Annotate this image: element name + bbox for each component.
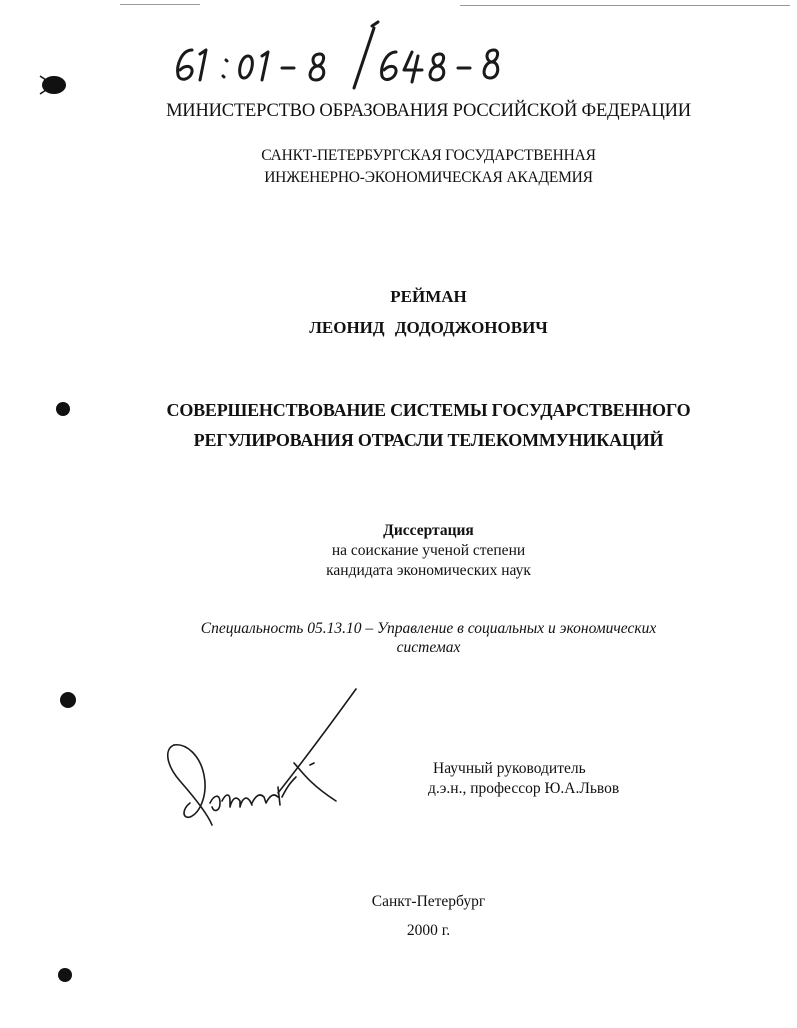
advisor-role: Научный руководитель: [433, 760, 586, 777]
author-surname: РЕЙМАН: [390, 287, 467, 306]
scan-line-top-left: [120, 4, 200, 5]
academy-line-1: САНКТ-ПЕТЕРБУРГСКАЯ ГОСУДАРСТВЕННАЯ: [261, 147, 596, 164]
academy-line-2: ИНЖЕНЕРНО-ЭКОНОМИЧЕСКАЯ АКАДЕМИЯ: [264, 169, 593, 186]
year: 2000 г.: [406, 922, 451, 939]
thesis-title-line-2: РЕГУЛИРОВАНИЯ ОТРАСЛИ ТЕЛЕКОММУНИКАЦИЙ: [193, 430, 664, 450]
handwritten-archive-code: [160, 20, 520, 90]
punch-hole-mark-3: [58, 968, 72, 982]
document-type: Диссертация: [383, 522, 474, 539]
ink-blot: [36, 70, 72, 100]
advisor-name: д.э.н., профессор Ю.А.Львов: [428, 780, 620, 797]
ministry-heading: МИНИСТЕРСТВО ОБРАЗОВАНИЯ РОССИЙСКОЙ ФЕДЕРАЦИИ: [166, 101, 691, 121]
degree-line-3: кандидата экономических наук: [326, 562, 531, 579]
specialty-line-2: системах: [396, 639, 461, 656]
author-signature: [160, 685, 370, 830]
thesis-title-line-1: СОВЕРШЕНСТВОВАНИЕ СИСТЕМЫ ГОСУДАРСТВЕННОГО: [166, 400, 691, 420]
degree-line-2: на соискание ученой степени: [331, 542, 526, 559]
scan-line-top-right: [460, 5, 790, 6]
author-name: ЛЕОНИД ДОДОДЖОНОВИЧ: [309, 318, 548, 337]
punch-hole-mark-2: [60, 692, 76, 708]
city: Санкт-Петербург: [371, 893, 486, 910]
specialty-line-1: Специальность 05.13.10 – Управление в социальных и экономических: [200, 620, 657, 637]
